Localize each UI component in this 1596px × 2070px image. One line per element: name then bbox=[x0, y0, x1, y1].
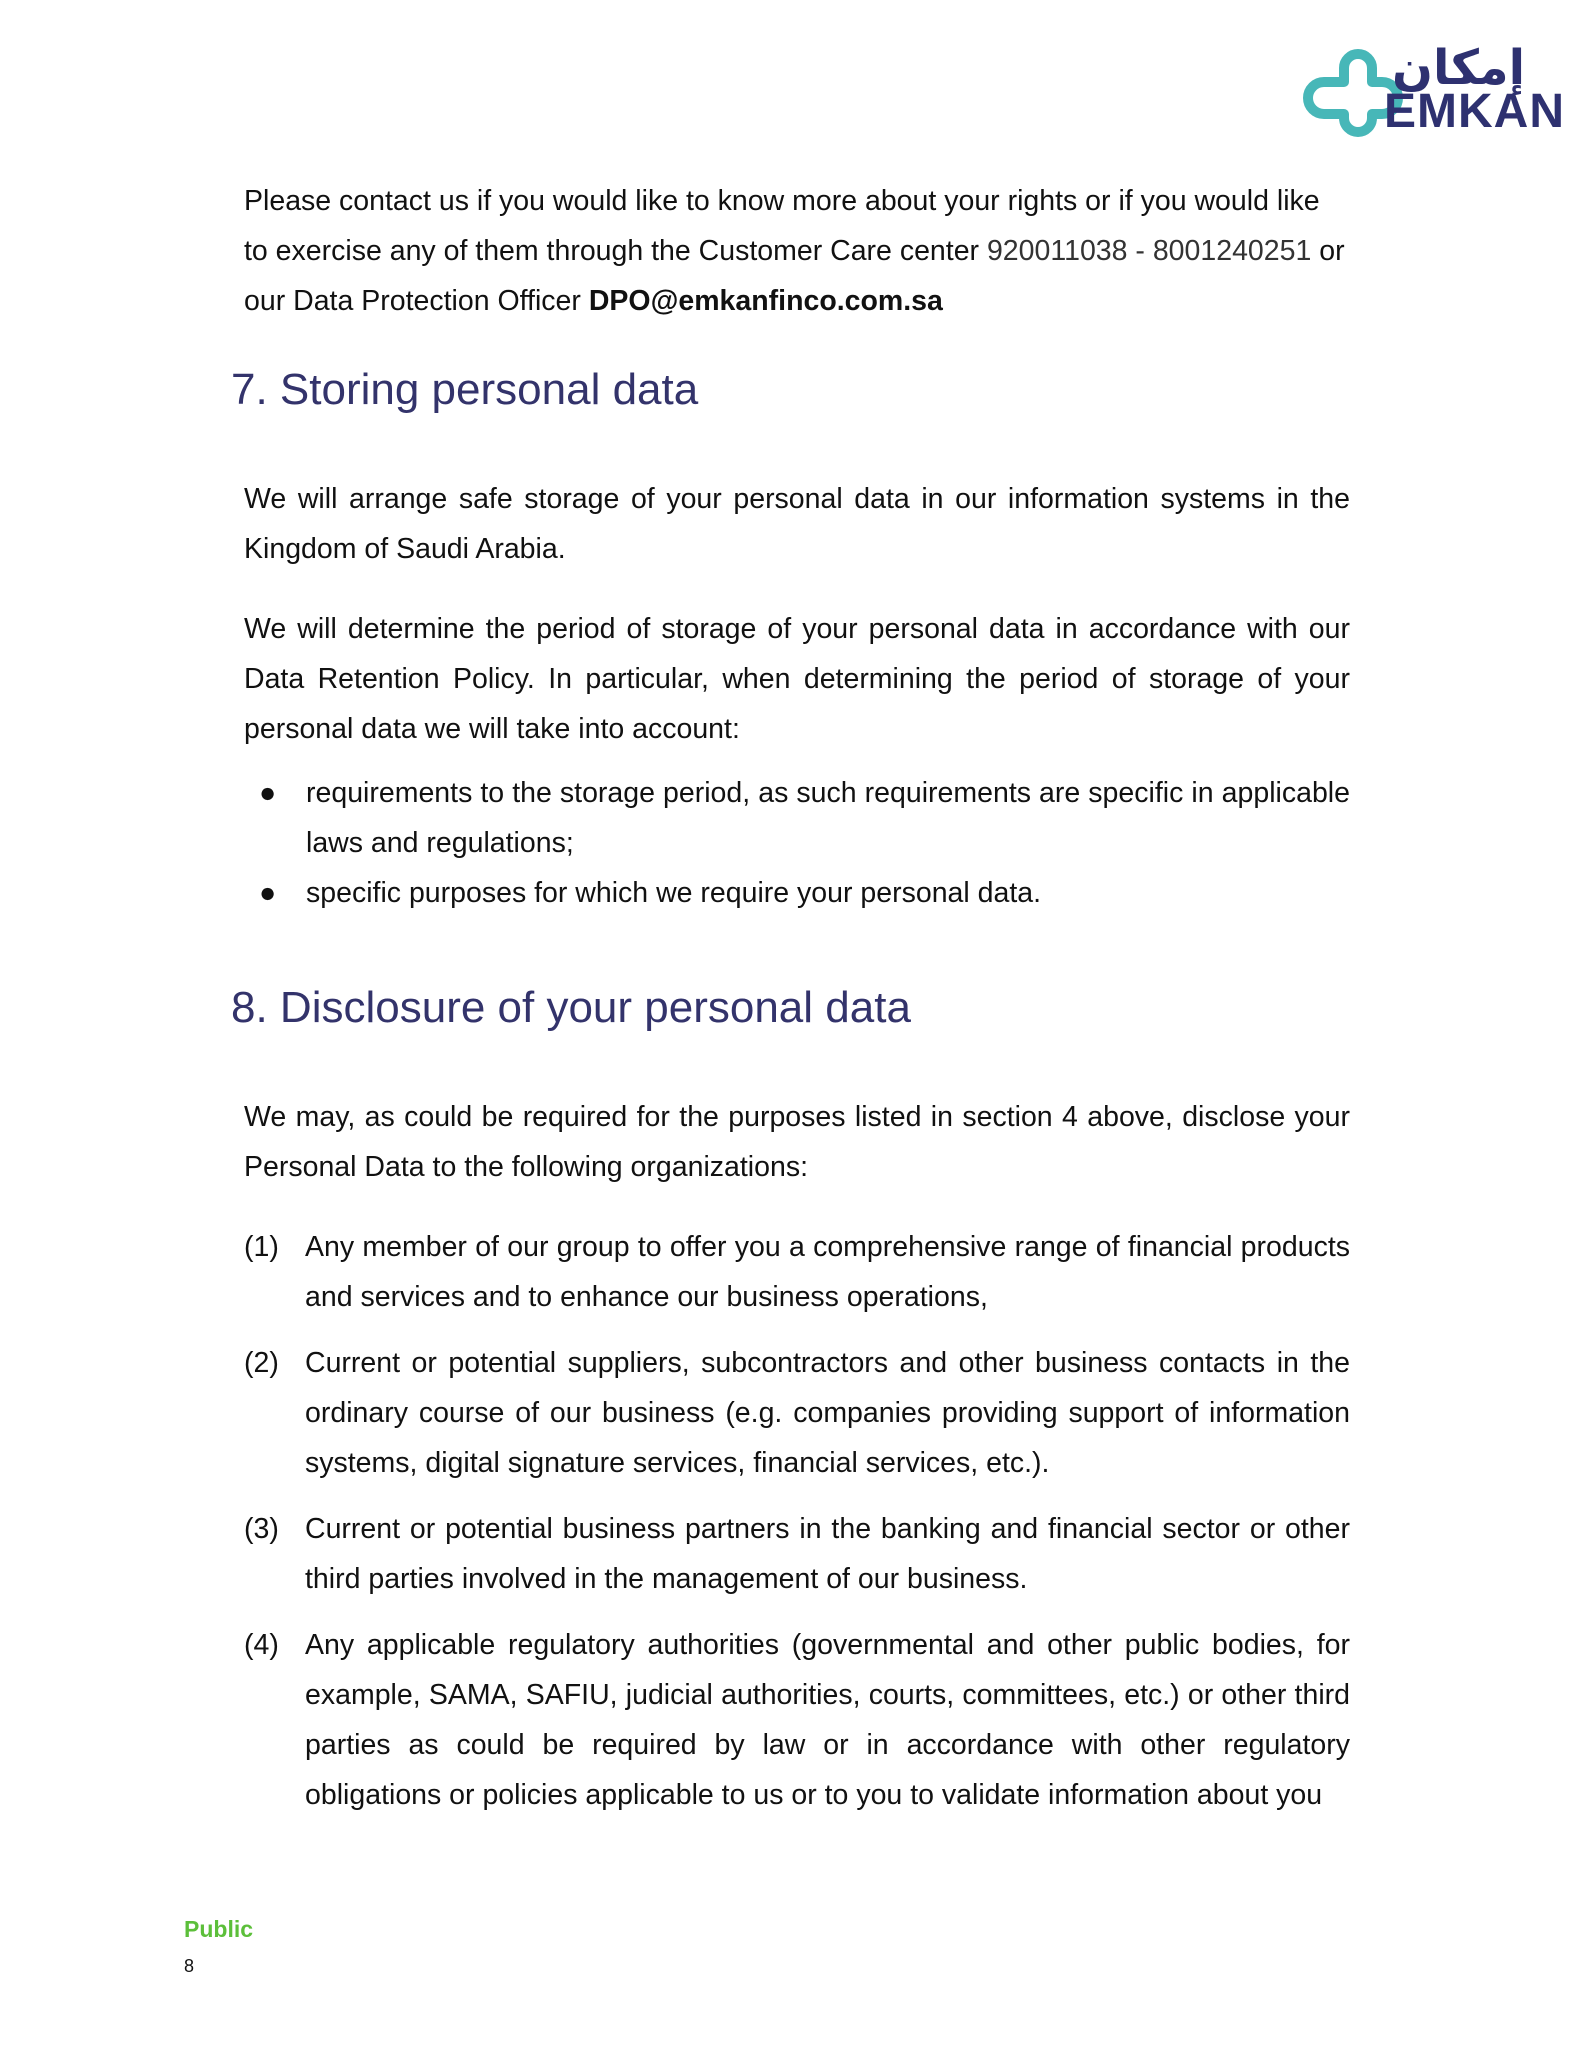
document-body bbox=[231, 176, 1350, 1836]
list-item-number: (4) bbox=[244, 1629, 279, 1661]
page-number: 8 bbox=[184, 1956, 195, 1976]
list-item-text: Any applicable regulatory authorities (governmental and other public bodies, for example, SAMA, SAFIU, judicial authorities, courts, committees, etc.) or other third parties as could be required by law or in accordance with other regulatory obligations or policies applicable to us or to you to validate information about you bbox=[305, 1629, 1350, 1811]
bullet-icon: ● bbox=[259, 877, 277, 909]
list-item-number: (1) bbox=[244, 1231, 279, 1263]
list-item-text: Current or potential business partners in the banking and financial sector or other third parties involved in the management of our business. bbox=[305, 1513, 1350, 1595]
dpo-email[interactable]: DPO@emkanfinco.com.sa bbox=[588, 285, 943, 317]
section-8-para-1: We may, as could be required for the purposes listed in section 4 above, disclose your Personal Data to the following organizations: bbox=[244, 1101, 1350, 1183]
contact-text-1: Please contact us if you would like to know more about your rights or if you would like to exercise any of them through the Customer Care center bbox=[244, 185, 1320, 267]
bullet-icon: ● bbox=[259, 777, 277, 809]
section-7-para-1: We will arrange safe storage of your personal data in our information systems in the Kingdom of Saudi Arabia. bbox=[244, 483, 1350, 565]
list-item-text: Current or potential suppliers, subcontractors and other business contacts in the ordinary course of our business (e.g. companies providing support of information systems, digital signature services, financial services, etc.). bbox=[305, 1347, 1350, 1479]
list-item bbox=[244, 1620, 1350, 1820]
contact-text-2: or our Data Protection Officer bbox=[244, 235, 1345, 317]
list-item-text: requirements to the storage period, as such requirements are specific in applicable laws and regulations; bbox=[306, 777, 1350, 859]
classification-label: Public bbox=[184, 1916, 254, 1942]
section-8-heading: 8. Disclosure of your personal data bbox=[231, 983, 911, 1032]
list-item-text: specific purposes for which we require your personal data. bbox=[306, 877, 1042, 909]
list-item bbox=[244, 1222, 1350, 1322]
logo-arabic-text: إمكان bbox=[1392, 40, 1526, 96]
contact-paragraph bbox=[244, 176, 1350, 326]
section-7-heading: 7. Storing personal data bbox=[231, 365, 699, 414]
storage-criteria-list bbox=[244, 768, 1350, 918]
list-item bbox=[244, 868, 1350, 918]
section-7-para-2: We will determine the period of storage of your personal data in accordance with our Data Retention Policy. In particular, when determining the period of storage of your personal data we will take into account: bbox=[244, 613, 1350, 745]
list-item bbox=[244, 768, 1350, 868]
list-item bbox=[244, 1504, 1350, 1604]
list-item-text: Any member of our group to offer you a comprehensive range of financial products and services and to enhance our business operations, bbox=[305, 1231, 1350, 1313]
disclosure-list bbox=[244, 1222, 1350, 1820]
customer-care-phone: 920011038 - 8001240251 bbox=[986, 235, 1312, 267]
logo-text: EMKAN bbox=[1384, 85, 1565, 138]
list-item bbox=[244, 1338, 1350, 1488]
list-item-number: (2) bbox=[244, 1347, 279, 1379]
list-item-number: (3) bbox=[244, 1513, 279, 1545]
